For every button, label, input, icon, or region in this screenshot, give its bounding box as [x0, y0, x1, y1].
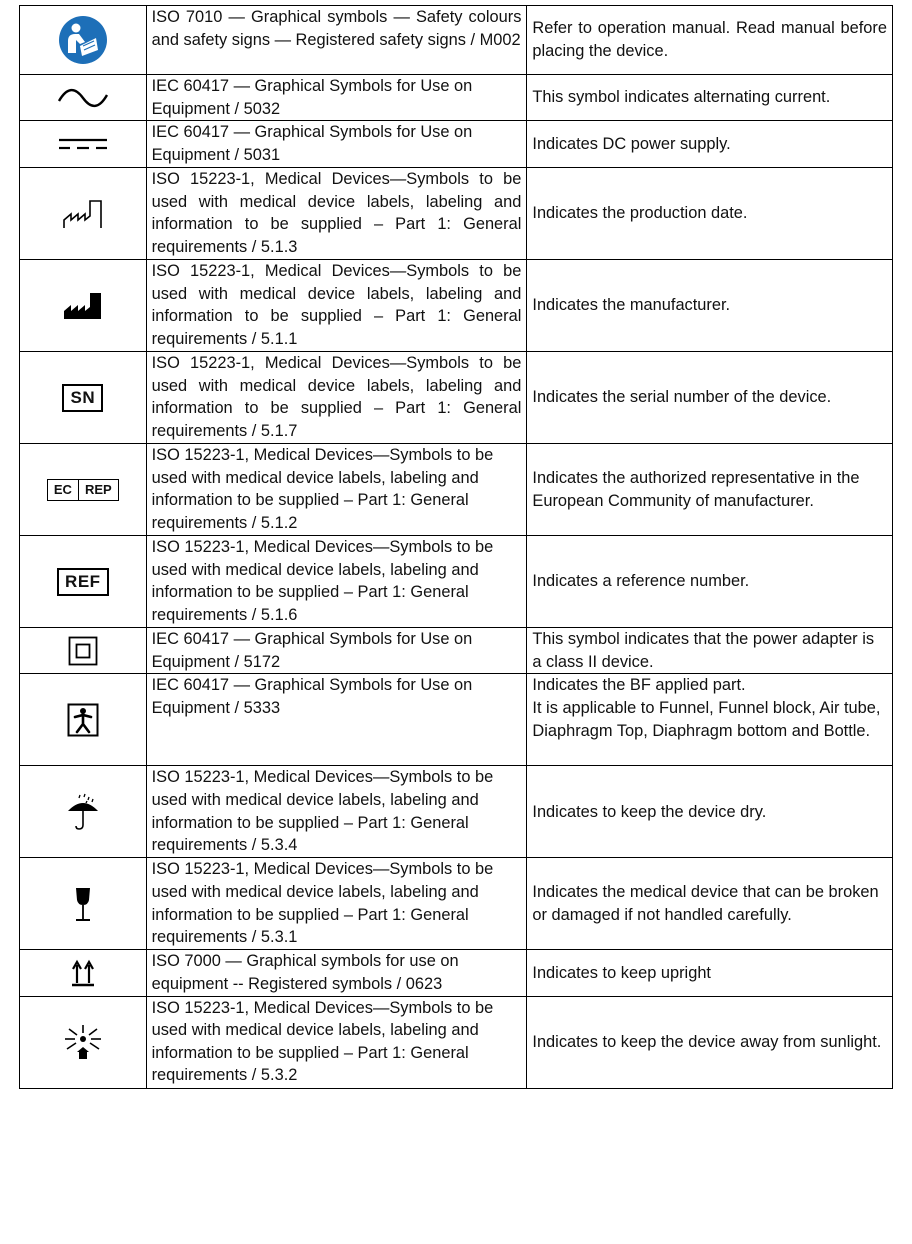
symbol-cell [20, 260, 147, 352]
symbol-cell [20, 536, 147, 628]
table-row [20, 444, 893, 536]
table-row [20, 260, 893, 352]
date-of-manufacture-icon [62, 198, 104, 230]
fragile-icon [73, 886, 93, 922]
table-row [20, 536, 893, 628]
symbol-cell [20, 996, 147, 1088]
standard-cell: ISO 15223-1, Medical Devices—Symbols to be used with medical device labels, labeling and information to be supplied – Part 1: General requirements / 5.1.6 [146, 536, 527, 628]
description-cell: Indicates the manufacturer. [527, 260, 893, 352]
symbol-cell [20, 628, 147, 674]
standard-cell: ISO 15223-1, Medical Devices—Symbols to be used with medical device labels, labeling and information to be supplied – Part 1: General requirements / 5.3.4 [146, 766, 527, 858]
description-line: Indicates the BF applied part. [532, 676, 746, 695]
rep-label: REP [78, 480, 118, 500]
symbol-cell [20, 168, 147, 260]
serial-number-icon: SN [62, 384, 103, 412]
standard-cell: ISO 15223-1, Medical Devices—Symbols to be used with medical device labels, labeling and information to be supplied – Part 1: General requirements / 5.1.1 [146, 260, 527, 352]
standard-cell: ISO 7000 — Graphical symbols for use on equipment -- Registered symbols / 0623 [146, 950, 527, 996]
table-row [20, 121, 893, 168]
table-row [20, 168, 893, 260]
table-row [20, 674, 893, 766]
reference-number-icon: REF [57, 568, 109, 596]
description-cell: This symbol indicates alternating current. [527, 75, 893, 121]
symbol-cell [20, 950, 147, 996]
description-cell: Indicates a reference number. [527, 536, 893, 628]
symbol-cell [20, 766, 147, 858]
table-row [20, 628, 893, 674]
ec-rep-icon [47, 479, 119, 501]
symbol-cell [20, 352, 147, 444]
description-cell [527, 674, 893, 766]
description-cell: Indicates to keep the device dry. [527, 766, 893, 858]
refer-to-manual-icon [58, 15, 108, 65]
table-row [20, 766, 893, 858]
keep-away-from-sunlight-icon [63, 1023, 103, 1061]
standard-cell: ISO 15223-1, Medical Devices—Symbols to be used with medical device labels, labeling and information to be supplied – Part 1: General requirements / 5.3.1 [146, 858, 527, 950]
table-row [20, 858, 893, 950]
description-cell: Indicates to keep upright [527, 950, 893, 996]
table-row [20, 75, 893, 121]
symbol-cell [20, 858, 147, 950]
description-cell: Refer to operation manual. Read manual before placing the device. [527, 6, 893, 75]
description-cell: Indicates the authorized representative in the European Community of manufacturer. [527, 444, 893, 536]
symbols-table [19, 5, 893, 1089]
alternating-current-icon [57, 88, 109, 108]
symbol-cell [20, 444, 147, 536]
description-cell: This symbol indicates that the power adapter is a class II device. [527, 628, 893, 674]
manufacturer-icon [62, 291, 104, 321]
symbol-cell [20, 75, 147, 121]
table-row [20, 950, 893, 996]
standard-cell: ISO 15223-1, Medical Devices—Symbols to be used with medical device labels, labeling and information to be supplied – Part 1: General requirements / 5.1.7 [146, 352, 527, 444]
description-cell: Indicates the production date. [527, 168, 893, 260]
standard-cell: ISO 15223-1, Medical Devices—Symbols to be used with medical device labels, labeling and information to be supplied – Part 1: General requirements / 5.1.2 [146, 444, 527, 536]
description-cell: Indicates to keep the device away from sunlight. [527, 996, 893, 1088]
standard-cell: IEC 60417 — Graphical Symbols for Use on Equipment / 5031 [146, 121, 527, 168]
description-cell: Indicates the serial number of the device. [527, 352, 893, 444]
symbol-cell [20, 6, 147, 75]
keep-dry-icon [66, 793, 100, 831]
description-line: It is applicable to Funnel, Funnel block, Air tube, Diaphragm Top, Diaphragm bottom and Bottle. [532, 698, 881, 740]
direct-current-icon [57, 136, 109, 152]
standard-cell: ISO 7010 — Graphical symbols — Safety colours and safety signs — Registered safety signs / M002 [146, 6, 527, 75]
ec-label: EC [53, 482, 72, 498]
table-row [20, 352, 893, 444]
standard-cell: ISO 15223-1, Medical Devices—Symbols to be used with medical device labels, labeling and information to be supplied – Part 1: General requirements / 5.1.3 [146, 168, 527, 260]
this-way-up-icon [71, 959, 95, 987]
table-row [20, 6, 893, 75]
symbol-cell [20, 121, 147, 168]
standard-cell: IEC 60417 — Graphical Symbols for Use on Equipment / 5032 [146, 75, 527, 121]
table-row [20, 996, 893, 1088]
standard-cell: ISO 15223-1, Medical Devices—Symbols to be used with medical device labels, labeling and information to be supplied – Part 1: General requirements / 5.3.2 [146, 996, 527, 1088]
standard-cell: IEC 60417 — Graphical Symbols for Use on Equipment / 5172 [146, 628, 527, 674]
bf-applied-part-icon [67, 703, 99, 737]
description-cell: Indicates DC power supply. [527, 121, 893, 168]
class-ii-device-icon [68, 636, 98, 666]
standard-cell: IEC 60417 — Graphical Symbols for Use on Equipment / 5333 [146, 674, 527, 766]
symbol-cell [20, 674, 147, 766]
description-cell: Indicates the medical device that can be broken or damaged if not handled carefully. [527, 858, 893, 950]
